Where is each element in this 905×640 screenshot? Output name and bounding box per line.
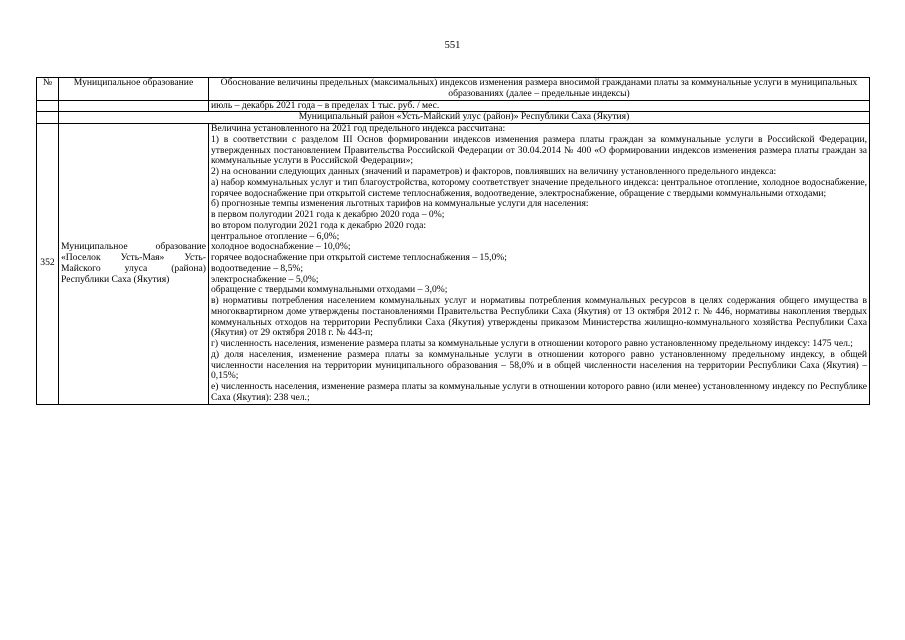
row-municipality [59,124,209,405]
paragraph: г) численность населения, изменение размера платы за коммунальные услуги в отношении которого равно установленному предельному индексу: 1475 чел.; [211,338,853,349]
paragraph: 2) на основании следующих данных (значений и параметров) и факторов, повлиявших на величину установленного предельного индекса: [211,166,777,177]
row-number: 352 [37,124,59,405]
district-row [37,112,870,124]
paragraph: холодное водоснабжение – 10,0%; [211,241,351,253]
paragraph: а) набор коммунальных услуг и тип благоустройства, которому соответствует значение предельного индекса: центральное отопление, холодное водоснабжение, горячее водоснабжение при открытой системе теплоснабжения, водоотведение, электроснабжение, обращение с твердыми коммунальными отходами; [211,176,867,199]
index-table [36,77,870,405]
paragraph: д) доля населения, изменение размера платы за коммунальные услуги в отношении которого равно установленному предельному индексу, в общей численности населения на территории муниципального образования – 58,0% и в общей численности населения на территории Республики Саха (Якутия) – 0,15%; [211,348,867,382]
paragraph: в) нормативы потребления населением коммунальных услуг и нормативы потребления коммунальных ресурсов в целях содержания общего имущества в многоквартирном доме утверждены постановлениями Правительства Республики Саха (Якутия) от 13 октября 2012 г. № 446, нормативы накопления твердых коммунальных отходов на территории Республики Саха (Якутия) утверждены приказом Министерства жилищно-коммунального хозяйства Республики Саха (Якутия) от 29 октября 2018 г. № 443-п; [211,295,867,339]
paragraph: центральное отопление – 6,0%; [211,230,340,242]
paragraph: электроснабжение – 5,0%; [211,273,319,285]
subheader-row [37,100,870,112]
paragraph: горячее водоснабжение при открытой системе теплоснабжения – 15,0%; [211,252,507,263]
row-justification [209,124,870,405]
paragraph: во втором полугодии 2021 года к декабрю 2020 года: [211,219,427,231]
paragraph: в первом полугодии 2021 года к декабрю 2020 года – 0%; [211,209,445,220]
paragraph: обращение с твердыми коммунальными отходами – 3,0%; [211,284,448,296]
table-header-row [37,78,870,101]
subheader-text: июль – декабрь 2021 года – в пределах 1 тыс. руб. / мес. [209,100,870,112]
row-municipality-text: Муниципальное образование «Поселок Усть-Мая» Усть-Майского улуса (района) Республики Саха (Якутия) [61,241,206,285]
paragraph: 1) в соответствии с разделом III Основ формировании индексов изменения размера платы граждан за коммунальные услуги в Российской Федерации, утвержденных постановлением Правительства Российской Федерации от 30.04.2014 № 400 «О формировании индексов изменения размера платы граждан за коммунальные услуги в Российской Федерации»; [211,133,867,167]
header-justification: Обоснование величины предельных (максимальных) индексов изменения размера вносимой гражданами платы за коммунальные услуги в муниципальных образованиях (далее – предельные индексы) [209,78,870,101]
header-municipality: Муниципальное образование [59,78,209,101]
district-title: Муниципальный район «Усть-Майский улус (район)» Республики Саха (Якутия) [59,112,870,124]
paragraph: водоотведение – 8,5%; [211,262,304,274]
paragraph: Величина установленного на 2021 год предельного индекса рассчитана: [211,123,506,134]
paragraph: е) численность населения, изменение размера платы за коммунальные услуги в отношении которого равно (или менее) установленному индексу по Республике Саха (Якутия): 238 чел.; [211,381,867,403]
paragraph: б) прогнозные темпы изменения льготных тарифов на коммунальные услуги для населения: [211,198,589,210]
header-num: № [37,78,59,101]
table-row [37,124,870,405]
page-number: 551 [444,40,461,51]
